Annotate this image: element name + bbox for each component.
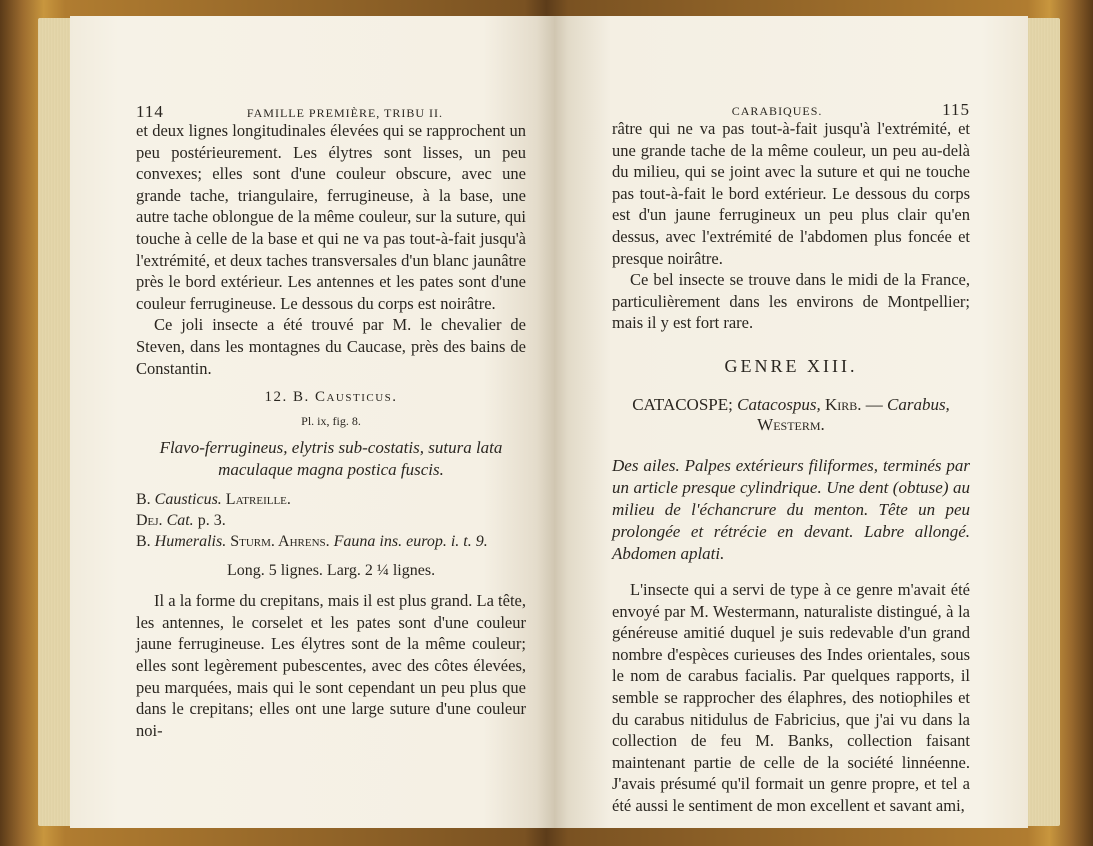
species-diagnosis: Flavo-ferrugineus, elytris sub-costatis, sutura lata maculaque magna postica fuscis. xyxy=(159,438,503,480)
genre-heading: GENRE XIII. xyxy=(724,355,858,376)
species-heading xyxy=(136,389,526,406)
right-paragraph-2: Ce bel insecte se trouve dans le midi de la France, particulièrement dans les environs de Montpellier; mais il y est fort rare. xyxy=(612,270,970,333)
synonym-line: B. Causticus. Latreille. xyxy=(136,491,291,509)
measurement: Long. 5 lignes. Larg. 2 ¼ lignes. xyxy=(226,562,436,580)
left-running-head: FAMILLE PREMIÈRE, TRIBU II. xyxy=(246,106,444,120)
right-page-number: 115 xyxy=(942,100,970,119)
right-page-header xyxy=(612,100,970,118)
right-paragraph-1: râtre qui ne va pas tout-à-fait jusqu'à l'extrémité, et une grande tache de la même couleur, un peu au-delà du milieu, qui se joint avec la suture et qui ne touche pas tout-à-fait le bord extérieur. Le dessous du corps est d'un jaune ferrugineux un peu plus clair qu'en dessus, avec l'extrémité de l'abdomen plus foncée et presque noirâtre. xyxy=(612,119,970,268)
species-genus: B. xyxy=(292,389,310,406)
species-number: 12. xyxy=(264,389,288,406)
left-paragraph-3: Il a la forme du crepitans, mais il est plus grand. La tête, les antennes, le corselet et les pates sont d'une couleur jaune ferrugineuse. Les élytres sont de la même couleur; elles sont legèrement pubescentes, avec des côtes élevées, peu marquées, mais qui le sont cependant un peu plus que dans le crepitans; elles ont une large suture d'une couleur noi- xyxy=(136,591,526,740)
right-page-text xyxy=(612,118,970,334)
left-page-header xyxy=(136,102,526,120)
genus-diagnosis: Des ailes. Palpes extérieurs filiformes, terminés par un article presque cylindrique. Une dent (obtuse) au milieu de l'échancrure du menton. Tête un peu prolongée et rétrécie en devant. Labre allongé. Abdomen aplati. xyxy=(612,455,970,563)
right-paragraph-3: L'insecte qui a servi de type à ce genre m'avait été envoyé par M. Westermann, naturaliste distingué, à la généreuse amitié duquel je suis redevable d'un grand nombre d'espèces curieuses des Indes orientales, sous le nom de carabus facialis. Par quelques rapports, il semble se rapprocher des élaphres, des notiophiles et du carabus nitidulus de Fabricius, que j'ai vu dans la collection de feu M. Banks, collection faisant maintenant partie de celle de la société linnéenne. J'avais présumé qu'il formait un genre propre, et tel a été aussi le sentiment de mon excellent et savant ami, xyxy=(612,579,970,815)
left-paragraph-2: Ce joli insecte a été trouvé par M. le chevalier de Steven, dans les montagnes du Caucase, près des bains de Constantin. xyxy=(136,315,526,378)
left-page-number: 114 xyxy=(136,102,164,121)
right-page-text-2 xyxy=(612,579,970,817)
left-paragraph-1: et deux lignes longitudinales élevées qui se rapprochent un peu postérieurement. Les élytres sont lisses, un peu convexes; elles sont d'une couleur obscure, avec une grande tache, triangulaire, ferrugineuse, à la base, une autre tache oblongue de la même couleur, sur la suture, qui touche à celle de la base et qui ne va pas tout-à-fait jusqu'à l'extrémité, et deux taches transversales d'un blanc jaunâtre près le bord extérieur. Les antennes et les pates sont d'une couleur ferrugineuse. Le dessous du corps est noirâtre. xyxy=(136,121,526,313)
right-running-head: CARABIQUES. xyxy=(731,104,823,118)
genus-diagnosis-block xyxy=(612,455,970,565)
species-name: Causticus. xyxy=(314,389,398,406)
synonym-line: B. Humeralis. Sturm. Ahrens. Fauna ins. europ. i. t. 9. xyxy=(136,533,488,551)
synonym-line: Dej. Cat. p. 3. xyxy=(136,512,226,530)
left-page-text xyxy=(136,120,526,379)
plate-reference: Pl. ix, fig. 8. xyxy=(301,414,361,429)
synonymy xyxy=(136,489,526,552)
left-page-text-2 xyxy=(136,590,526,741)
right-page xyxy=(554,16,1028,828)
left-page xyxy=(70,16,556,828)
genus-heading: CATACOSPE; Catacospus, Kirb. — Carabus, Westerm. xyxy=(632,394,950,434)
